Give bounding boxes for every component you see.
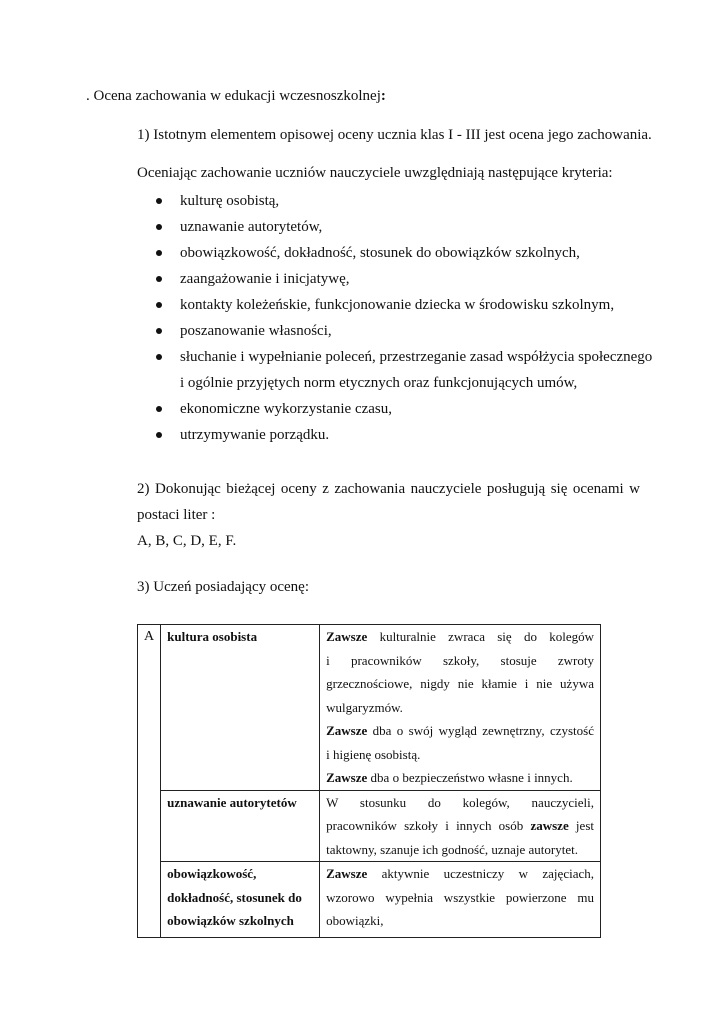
grades-table xyxy=(137,624,601,938)
table-row xyxy=(138,790,601,862)
bullet-icon xyxy=(156,250,162,256)
bullet-icon xyxy=(156,432,162,438)
list-item: słuchanie i wypełnianie poleceń, przestrzeganie zasad współżycia społecznego xyxy=(154,344,654,370)
paragraph-2-line-2: postaci liter : xyxy=(137,507,216,523)
paragraph-1: 1) Istotnym elementem opisowej oceny ucznia klas I - III jest ocena jego zachowania. xyxy=(137,127,652,143)
bullet-icon xyxy=(156,198,162,204)
list-item: zaangażowanie i inicjatywę, xyxy=(154,266,654,292)
list-item-continuation: i ogólnie przyjętych norm etycznych oraz funkcjonujących umów, xyxy=(180,375,578,391)
list-item: kulturę osobistą, xyxy=(154,188,654,214)
table-row xyxy=(138,625,601,791)
list-item: ekonomiczne wykorzystanie czasu, xyxy=(154,396,654,422)
paragraph-2 xyxy=(137,476,640,554)
bullet-icon xyxy=(156,354,162,360)
paragraph-3: 3) Uczeń posiadający ocenę: xyxy=(137,579,309,595)
bullet-icon xyxy=(156,406,162,412)
bullet-icon xyxy=(156,276,162,282)
list-item: uznawanie autorytetów, xyxy=(154,214,654,240)
criteria-list xyxy=(154,188,654,448)
list-item: poszanowanie własności, xyxy=(154,318,654,344)
table-row xyxy=(138,862,601,938)
criterion-cell: kultura osobista xyxy=(161,625,320,791)
list-item: utrzymywanie porządku. xyxy=(154,422,654,448)
bullet-icon xyxy=(156,302,162,308)
list-item: kontakty koleżeńskie, funkcjonowanie dziecka w środowisku szkolnym, xyxy=(154,292,654,318)
paragraph-2-line-1: 2) Dokonując bieżącej oceny z zachowania nauczyciele posługują się ocenami w xyxy=(137,481,640,497)
bullet-icon xyxy=(156,224,162,230)
grade-letters: A, B, C, D, E, F. xyxy=(137,533,237,549)
criterion-cell: obowiązkowość, dokładność, stosunek do obowiązków szkolnych xyxy=(161,862,320,938)
criterion-cell: uznawanie autorytetów xyxy=(161,790,320,862)
description-cell: W stosunku do kolegów, nauczycieli, pracowników szkoły i innych osób zawsze jest taktowny, szanuje ich godność, uznaje autorytet. xyxy=(320,790,601,862)
section-heading: . Ocena zachowania w edukacji wczesnoszkolnej: xyxy=(86,88,386,104)
criteria-intro: Oceniając zachowanie uczniów nauczyciele uwzględniają następujące kryteria: xyxy=(137,165,613,181)
bullet-icon xyxy=(156,328,162,334)
description-cell: Zawsze kulturalnie zwraca się do kolegów i pracowników szkoły, stosuje zwroty grzecznościowe, nigdy nie kłamie i nie używa wulgaryzmów. Zawsze dba o swój wygląd zewnętrzny, czystość i higienę osobistą. Zawsze dba o bezpieczeństwo własne i innych. xyxy=(320,625,601,791)
description-cell: Zawsze aktywnie uczestniczy w zajęciach, wzorowo wypełnia wszystkie powierzone mu obowiązki, xyxy=(320,862,601,938)
section-heading-text: Ocena zachowania w edukacji wczesnoszkolnej xyxy=(93,88,381,104)
list-item: obowiązkowość, dokładność, stosunek do obowiązków szkolnych, xyxy=(154,240,654,266)
grade-cell: A xyxy=(138,625,161,938)
